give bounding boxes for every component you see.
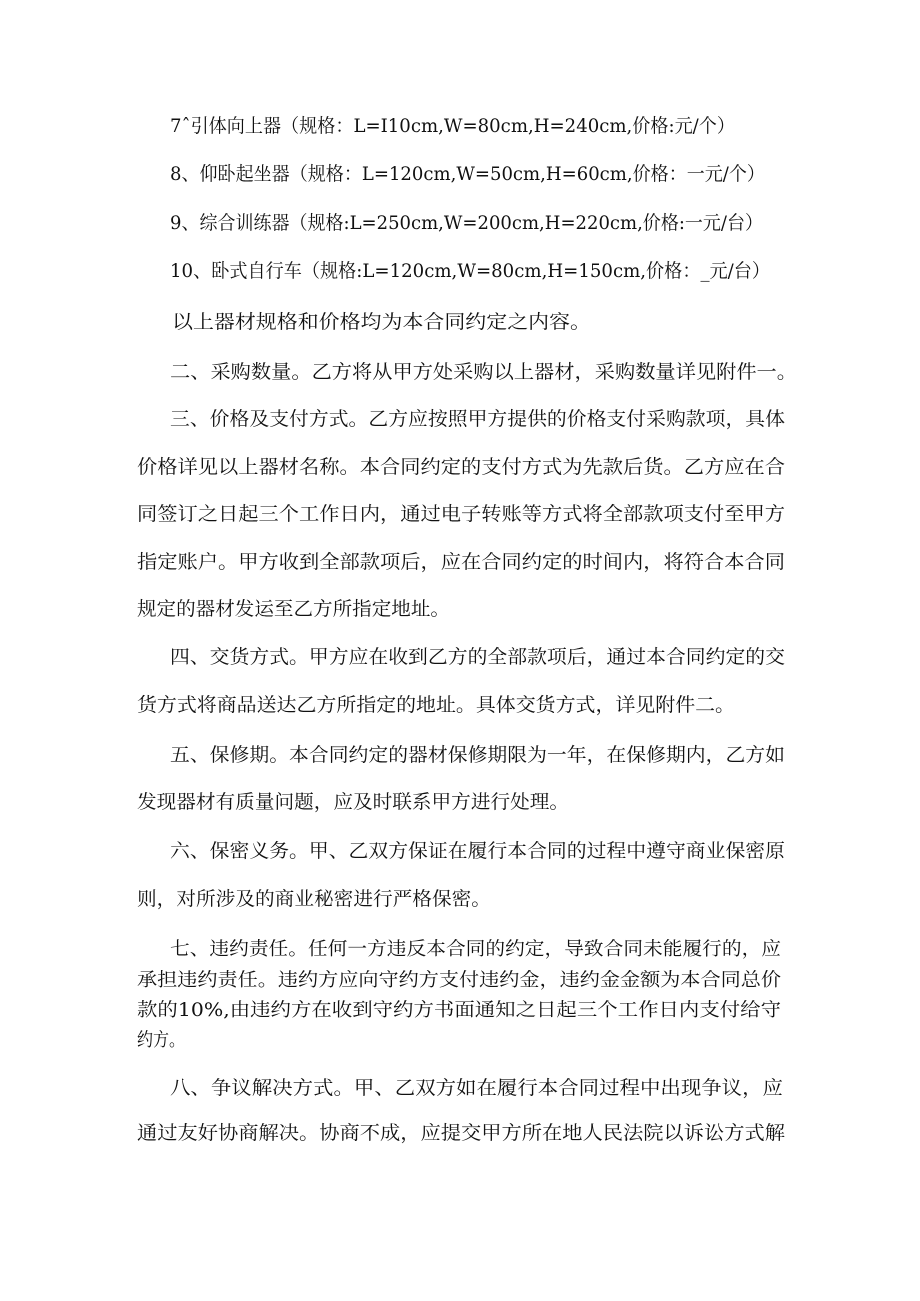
item-7-pull-up-rack: 7ˆ引体向上器（规格：L=I10cm,W=80cm,H=240cm,价格:元/个） <box>170 115 735 137</box>
clause-7-line-3: 款的10%,由违约方在收到守约方书面通知之日起三个工作日内支付给守 <box>137 1000 782 1021</box>
clause-8-dispute: 八、争议解决方式。甲、乙双方如在履行本合同过程中出现争议，应 <box>170 1077 783 1099</box>
clause-3-line-5: 规定的器材发运至乙方所指定地址。 <box>137 598 451 620</box>
clause-5-line-2: 发现器材有质量问题，应及时联系甲方进行处理。 <box>137 791 570 813</box>
clause-3-line-3: 同签订之日起三个工作日内，通过电子转账等方式将全部款项支付至甲方 <box>137 503 786 525</box>
clause-7-liability: 七、违约责任。任何一方违反本合同的约定，导致合同未能履行的，应 <box>170 939 782 960</box>
clause-7-line-4: 约方。 <box>137 1030 185 1051</box>
clause-4-delivery: 四、交货方式。甲方应在收到乙方的全部款项后，通过本合同约定的交 <box>170 646 785 668</box>
clause-8-line-2: 通过友好协商解决。协商不成，应提交甲方所在地人民法院以诉讼方式解 <box>137 1122 786 1144</box>
item-10-recumbent-bike: 10、卧式自行车（规格:L=120cm,W=80cm,H=150cm,价格：_元/台） <box>170 260 771 282</box>
clause-7-line-2: 承担违约责任。违约方应向守约方支付违约金，违约金金额为本合同总价 <box>137 970 781 991</box>
clause-6-line-2: 则，对所涉及的商业秘密进行严格保密。 <box>137 888 491 910</box>
clause-6-confidentiality: 六、保密义务。甲、乙双方保证在履行本合同的过程中遵守商业保密原 <box>170 840 785 862</box>
clause-3-price-payment: 三、价格及支付方式。乙方应按照甲方提供的价格支付采购款项，具体 <box>170 408 785 430</box>
clause-5-warranty: 五、保修期。本合同约定的器材保修期限为一年，在保修期内，乙方如 <box>170 744 785 766</box>
specs-note: 以上器材规格和价格均为本合同约定之内容。 <box>172 311 592 333</box>
clause-3-line-2: 价格详见以上器材名称。本合同约定的支付方式为先款后货。乙方应在合 <box>137 456 786 478</box>
clause-4-line-2: 货方式将商品送达乙方所指定的地址。具体交货方式，详见附件二。 <box>137 694 736 716</box>
clause-3-line-4: 指定账户。甲方收到全部款项后，应在合同约定的时间内，将符合本合同 <box>137 551 786 573</box>
item-9-multi-trainer: 9、综合训练器（规格:L=250cm,W=200cm,H=220cm,价格:一元/台） <box>170 212 763 234</box>
clause-2-quantity: 二、采购数量。乙方将从甲方处采购以上器材，采购数量详见附件一。 <box>170 361 798 383</box>
item-8-sit-up-board: 8、仰卧起坐器（规格：L=120cm,W=50cm,H=60cm,价格：一元/个） <box>170 163 765 185</box>
